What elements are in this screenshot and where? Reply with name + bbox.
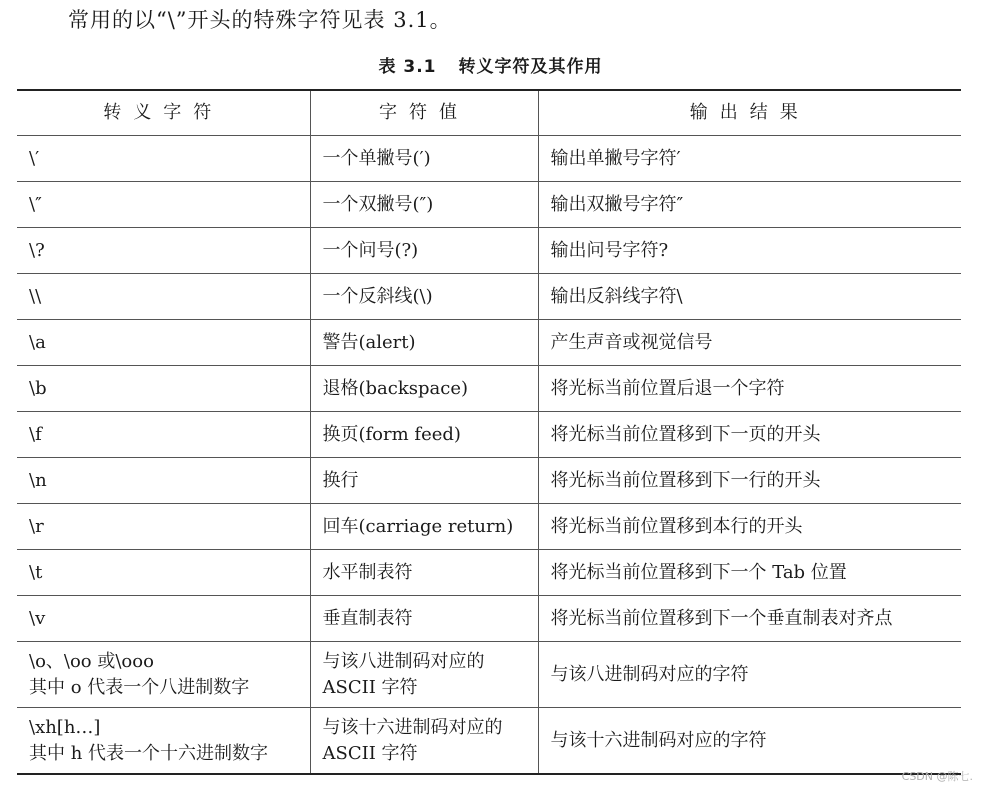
- cell-escape-line: \?: [29, 239, 45, 261]
- cell-value-line: 换页(form feed): [322, 423, 461, 445]
- cell-escape: [17, 708, 310, 775]
- cell-value: [310, 366, 538, 412]
- cell-escape: [17, 136, 310, 182]
- cell-value: [310, 550, 538, 596]
- cell-escape: [17, 228, 310, 274]
- cell-value-line: 警告(alert): [322, 331, 416, 353]
- cell-escape: [17, 182, 310, 228]
- cell-value-line: 一个反斜线(\): [322, 285, 433, 307]
- cell-escape: [17, 504, 310, 550]
- cell-escape: [17, 412, 310, 458]
- table-row: [17, 642, 961, 708]
- cell-escape: [17, 320, 310, 366]
- cell-value-line: 换行: [322, 469, 359, 491]
- cell-escape-line: \a: [29, 331, 46, 353]
- cell-output: 与该十六进制码对应的字符: [538, 708, 961, 775]
- cell-escape-line: \r: [29, 515, 44, 537]
- table-row: [17, 504, 961, 550]
- cell-value-line: 一个问号(?): [322, 239, 419, 261]
- table-row: [17, 274, 961, 320]
- cell-value-line: 垂直制表符: [322, 607, 413, 629]
- cell-output: 将光标当前位置移到本行的开头: [538, 504, 961, 550]
- header-escape: 转义字符: [17, 90, 310, 136]
- cell-escape-line: \\: [29, 285, 42, 307]
- cell-escape-line: \″: [29, 193, 42, 215]
- cell-output: 将光标当前位置移到下一页的开头: [538, 412, 961, 458]
- cell-value-line: 水平制表符: [322, 561, 413, 583]
- cell-escape-line: 其中 o 代表一个八进制数字: [29, 676, 250, 698]
- cell-value: [310, 320, 538, 366]
- cell-value-line: 一个双撇号(″): [322, 193, 434, 215]
- header-row: [17, 90, 961, 136]
- table-row: [17, 228, 961, 274]
- cell-escape: [17, 366, 310, 412]
- table-caption: [0, 54, 981, 80]
- escape-char-table: [17, 89, 961, 775]
- cell-value: [310, 642, 538, 708]
- cell-escape: [17, 274, 310, 320]
- table-row: [17, 136, 961, 182]
- cell-output: 输出问号字符?: [538, 228, 961, 274]
- cell-output: 将光标当前位置移到下一个 Tab 位置: [538, 550, 961, 596]
- table-row: [17, 596, 961, 642]
- cell-value-line: 与该八进制码对应的: [322, 650, 485, 672]
- cell-output: 将光标当前位置后退一个字符: [538, 366, 961, 412]
- cell-output: 将光标当前位置移到下一个垂直制表对齐点: [538, 596, 961, 642]
- cell-value: [310, 708, 538, 775]
- cell-escape-line: \n: [29, 469, 47, 491]
- cell-escape-line: \t: [29, 561, 43, 583]
- cell-escape: [17, 458, 310, 504]
- watermark: CSDN @陈七.: [901, 770, 973, 783]
- header-value: 字符值: [310, 90, 538, 136]
- cell-escape-line: \xh[h…]: [29, 716, 101, 738]
- cell-value-line: 回车(carriage return): [322, 515, 514, 537]
- cell-escape: [17, 550, 310, 596]
- table-body: [17, 136, 961, 775]
- cell-escape-line: \′: [29, 147, 40, 169]
- table-row: [17, 366, 961, 412]
- cell-value: [310, 182, 538, 228]
- cell-value-line: ASCII 字符: [322, 742, 418, 764]
- table-number: 表 3.1: [378, 57, 437, 77]
- cell-value: [310, 228, 538, 274]
- cell-escape-line: \b: [29, 377, 47, 399]
- cell-escape-line: 其中 h 代表一个十六进制数字: [29, 742, 269, 764]
- cell-value: [310, 274, 538, 320]
- cell-escape-line: \f: [29, 423, 42, 445]
- cell-output: 将光标当前位置移到下一行的开头: [538, 458, 961, 504]
- cell-value: [310, 458, 538, 504]
- cell-output: 输出单撇号字符′: [538, 136, 961, 182]
- cell-value: [310, 136, 538, 182]
- table-title: 转义字符及其作用: [458, 57, 603, 77]
- cell-value: [310, 504, 538, 550]
- cell-value-line: ASCII 字符: [322, 676, 418, 698]
- table-row: [17, 550, 961, 596]
- table-row: [17, 708, 961, 775]
- cell-output: 输出双撇号字符″: [538, 182, 961, 228]
- cell-value: [310, 596, 538, 642]
- cell-output: 输出反斜线字符\: [538, 274, 961, 320]
- cell-output: 产生声音或视觉信号: [538, 320, 961, 366]
- table-row: [17, 320, 961, 366]
- header-output: 输出结果: [538, 90, 961, 136]
- table-row: [17, 458, 961, 504]
- cell-value: [310, 412, 538, 458]
- cell-escape-line: \v: [29, 607, 46, 629]
- intro-text: 常用的以“\”开头的特殊字符见表 3.1。: [68, 8, 452, 32]
- cell-escape: [17, 596, 310, 642]
- cell-escape: [17, 642, 310, 708]
- cell-escape-line: \o、\oo 或\ooo: [29, 650, 154, 672]
- cell-output: 与该八进制码对应的字符: [538, 642, 961, 708]
- table-row: [17, 412, 961, 458]
- cell-value-line: 退格(backspace): [322, 377, 469, 399]
- cell-value-line: 与该十六进制码对应的: [322, 716, 503, 738]
- table-row: [17, 182, 961, 228]
- cell-value-line: 一个单撇号(′): [322, 147, 431, 169]
